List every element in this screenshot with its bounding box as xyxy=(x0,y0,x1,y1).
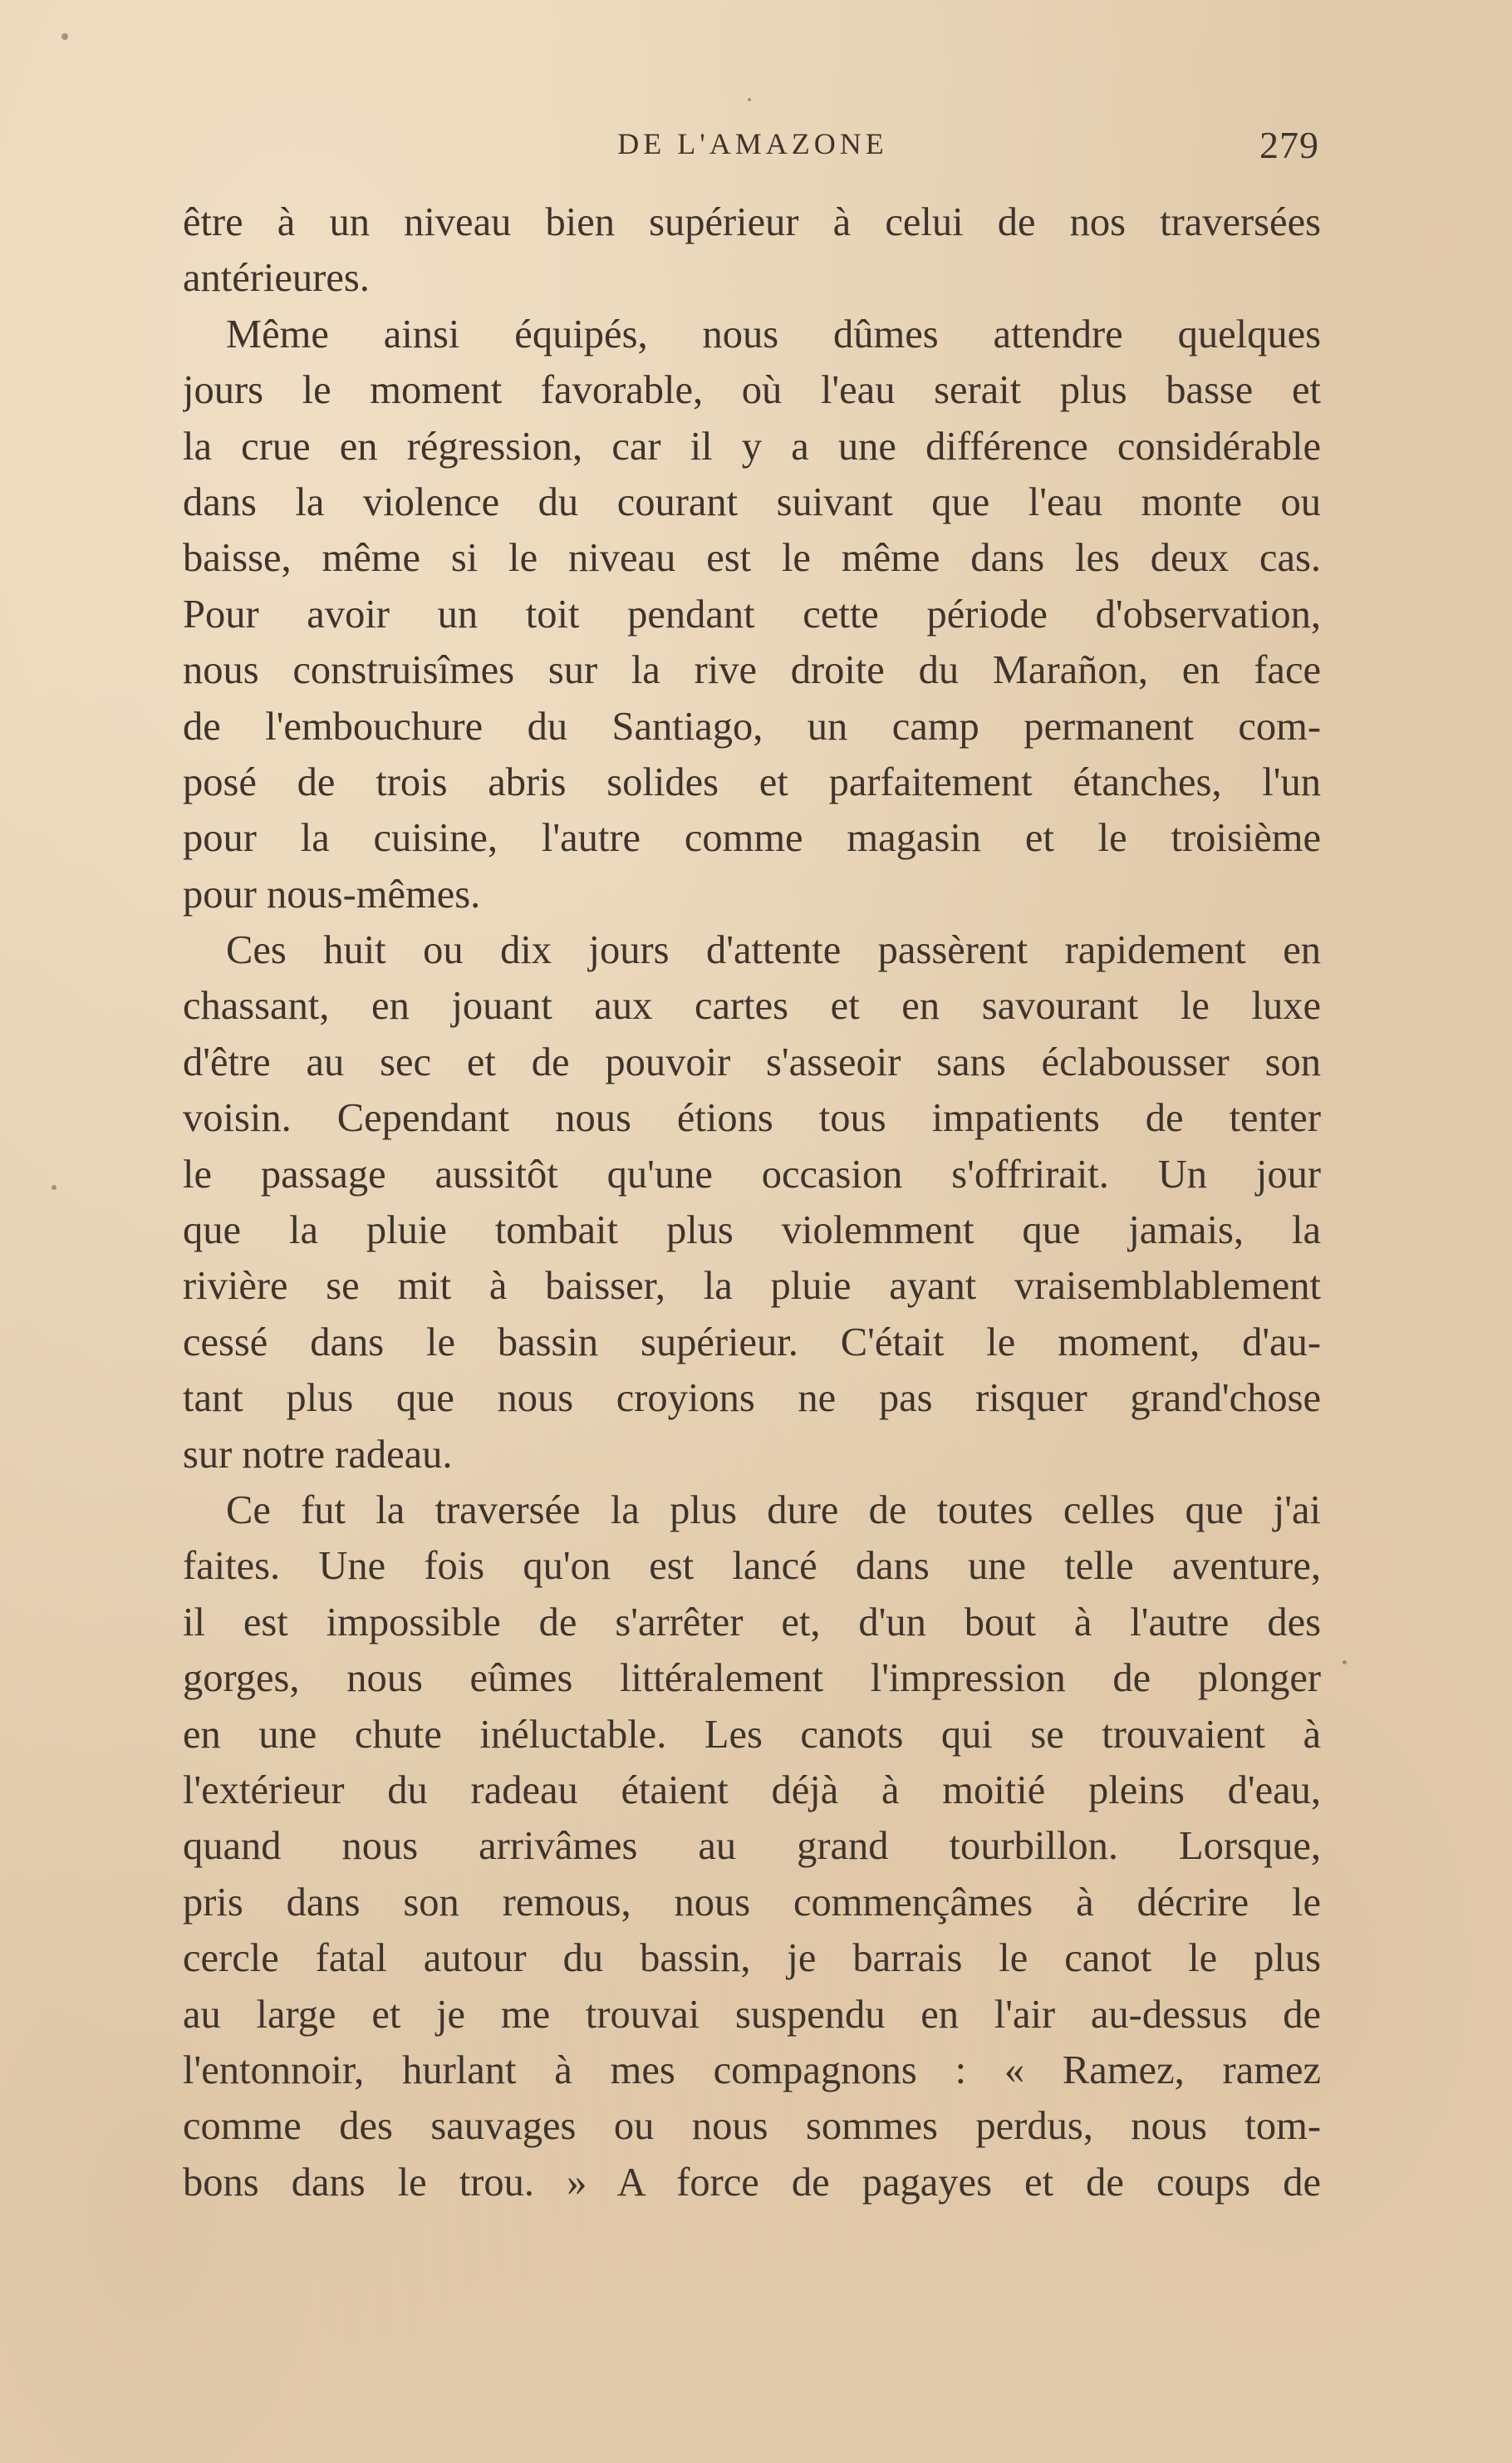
text-line: il est impossible de s'arrêter et, d'un bout à l'autre des xyxy=(183,1600,1321,1644)
text-line: être à un niveau bien supérieur à celui de nos traversées xyxy=(183,200,1321,244)
text-line: baisse, même si le niveau est le même dans les deux cas. xyxy=(183,536,1321,581)
paragraph-first-line: Ces huit ou dix jours d'attente passèrent rapidement en xyxy=(226,928,1321,973)
text-line: Pour avoir un toit pendant cette période d'observation, xyxy=(183,592,1321,637)
paper-speck xyxy=(1343,1660,1347,1664)
paragraph-first-line: Même ainsi équipés, nous dûmes attendre quelques xyxy=(226,312,1321,356)
text-line: antérieures. xyxy=(183,256,370,301)
paper-speck xyxy=(748,98,751,101)
text-line: nous construisîmes sur la rive droite du Marañon, en face xyxy=(183,648,1321,693)
text-line: le passage aussitôt qu'une occasion s'offrirait. Un jour xyxy=(183,1152,1321,1197)
text-line: bons dans le trou. » A force de pagayes et de coups de xyxy=(183,2160,1321,2205)
text-line: en une chute inéluctable. Les canots qui se trouvaient à xyxy=(183,1712,1321,1757)
text-line: dans la violence du courant suivant que l'eau monte ou xyxy=(183,479,1321,524)
text-line: de l'embouchure du Santiago, un camp permanent com- xyxy=(183,704,1321,749)
text-line: faites. Une fois qu'on est lancé dans une telle aventure, xyxy=(183,1544,1321,1589)
text-line: que la pluie tombait plus violemment que jamais, la xyxy=(183,1208,1321,1253)
text-line: quand nous arrivâmes au grand tourbillon. Lorsque, xyxy=(183,1824,1321,1869)
text-line: chassant, en jouant aux cartes et en savourant le luxe xyxy=(183,984,1321,1029)
text-line: cessé dans le bassin supérieur. C'était le moment, d'au- xyxy=(183,1320,1321,1364)
text-line: au large et je me trouvai suspendu en l'air au-dessus de xyxy=(183,1992,1321,2037)
text-line: l'extérieur du radeau étaient déjà à moitié pleins d'eau, xyxy=(183,1767,1321,1812)
text-line: comme des sauvages ou nous sommes perdus, nous tom- xyxy=(183,2104,1321,2149)
paper-speck xyxy=(52,1185,56,1190)
text-line: pour nous-mêmes. xyxy=(183,872,481,917)
text-line: voisin. Cependant nous étions tous impatients de tenter xyxy=(183,1096,1321,1141)
paper-speck xyxy=(61,33,68,40)
page-number: 279 xyxy=(1259,124,1319,166)
running-head xyxy=(184,123,1321,173)
text-line: pour la cuisine, l'autre comme magasin et le troisième xyxy=(183,816,1321,861)
text-line: tant plus que nous croyions ne pas risquer grand'chose xyxy=(183,1376,1321,1421)
text-line: d'être au sec et de pouvoir s'asseoir sans éclabousser son xyxy=(183,1040,1321,1084)
paragraph-first-line: Ce fut la traversée la plus dure de toutes celles que j'ai xyxy=(226,1487,1321,1532)
text-line: la crue en régression, car il y a une différence considérable xyxy=(183,424,1321,469)
text-line: pris dans son remous, nous commençâmes à décrire le xyxy=(183,1880,1321,1925)
text-line: posé de trois abris solides et parfaitement étanches, l'un xyxy=(183,760,1321,804)
text-line: cercle fatal autour du bassin, je barrais le canot le plus xyxy=(183,1936,1321,1981)
text-line: rivière se mit à baisser, la pluie ayant vraisemblablement xyxy=(183,1264,1321,1309)
running-title: DE L'AMAZONE xyxy=(617,127,888,160)
text-line: jours le moment favorable, où l'eau serait plus basse et xyxy=(183,368,1321,413)
text-line: gorges, nous eûmes littéralement l'impression de plonger xyxy=(183,1656,1321,1701)
body-text xyxy=(183,194,1321,2210)
text-line: l'entonnoir, hurlant à mes compagnons : « Ramez, ramez xyxy=(183,2048,1321,2092)
text-line: sur notre radeau. xyxy=(183,1432,453,1477)
